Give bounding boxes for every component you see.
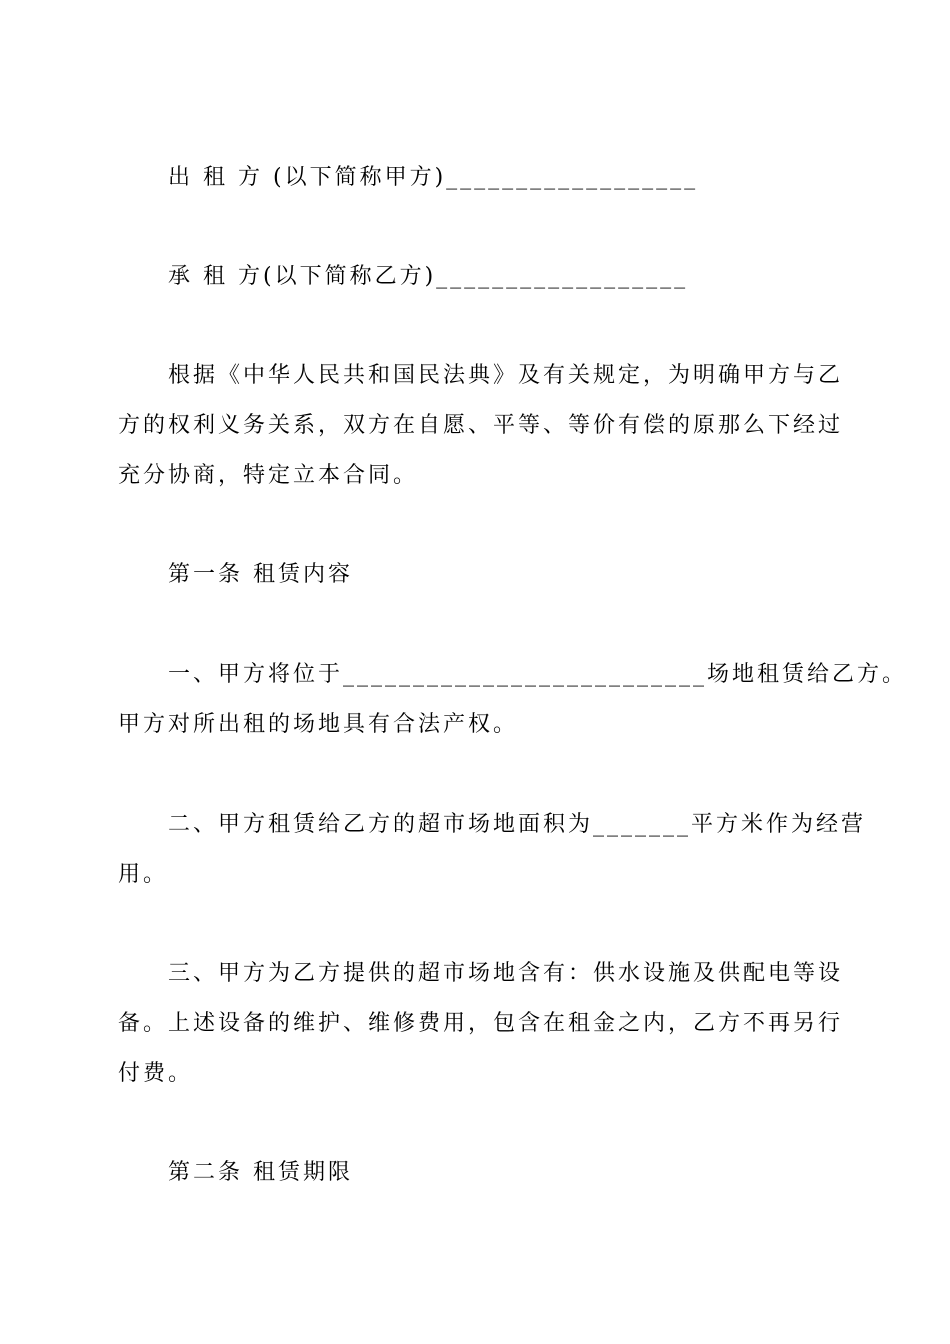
article-1-title: 第一条 租赁内容: [168, 562, 353, 587]
lessee-blank: __________________: [436, 264, 689, 289]
clause-1-line-1: [168, 660, 907, 690]
lessor-line: [168, 163, 698, 193]
clause-1-blank: __________________________: [343, 662, 708, 687]
clause-2-line-2: 用。: [118, 862, 169, 887]
clause-1-line-2: 甲方对所出租的场地具有合法产权。: [118, 712, 519, 737]
lessee-label: 承 租 方(以下简称乙方): [168, 264, 437, 289]
preamble-line-3: 充分协商，特定立本合同。: [118, 463, 419, 488]
preamble-line-2: 方的权利义务关系，双方在自愿、平等、等价有偿的原那么下经过: [118, 413, 844, 438]
lessee-line: [168, 262, 688, 292]
clause-1-prefix: 一、甲方将位于: [168, 662, 344, 687]
clause-2-suffix: 平方米作为经营: [691, 812, 867, 837]
lessor-label: 出 租 方 (以下简称甲方): [168, 165, 447, 190]
clause-2-blank: _______: [593, 812, 692, 837]
clause-3-line-1: 三、甲方为乙方提供的超市场地含有：供水设施及供配电等设: [168, 961, 844, 986]
clause-2-line-1: [168, 810, 866, 840]
clause-3-line-3: 付费。: [118, 1061, 194, 1086]
clause-3-line-2: 备。上述设备的维护、维修费用，包含在租金之内，乙方不再另行: [118, 1011, 844, 1036]
clause-2-prefix: 二、甲方租赁给乙方的超市场地面积为: [168, 812, 594, 837]
article-2-title: 第二条 租赁期限: [168, 1160, 353, 1185]
clause-1-suffix: 场地租赁给乙方。: [707, 662, 908, 687]
lessor-blank: __________________: [446, 165, 699, 190]
preamble-line-1: 根据《中华人民共和国民法典》及有关规定，为明确甲方与乙: [168, 363, 844, 388]
